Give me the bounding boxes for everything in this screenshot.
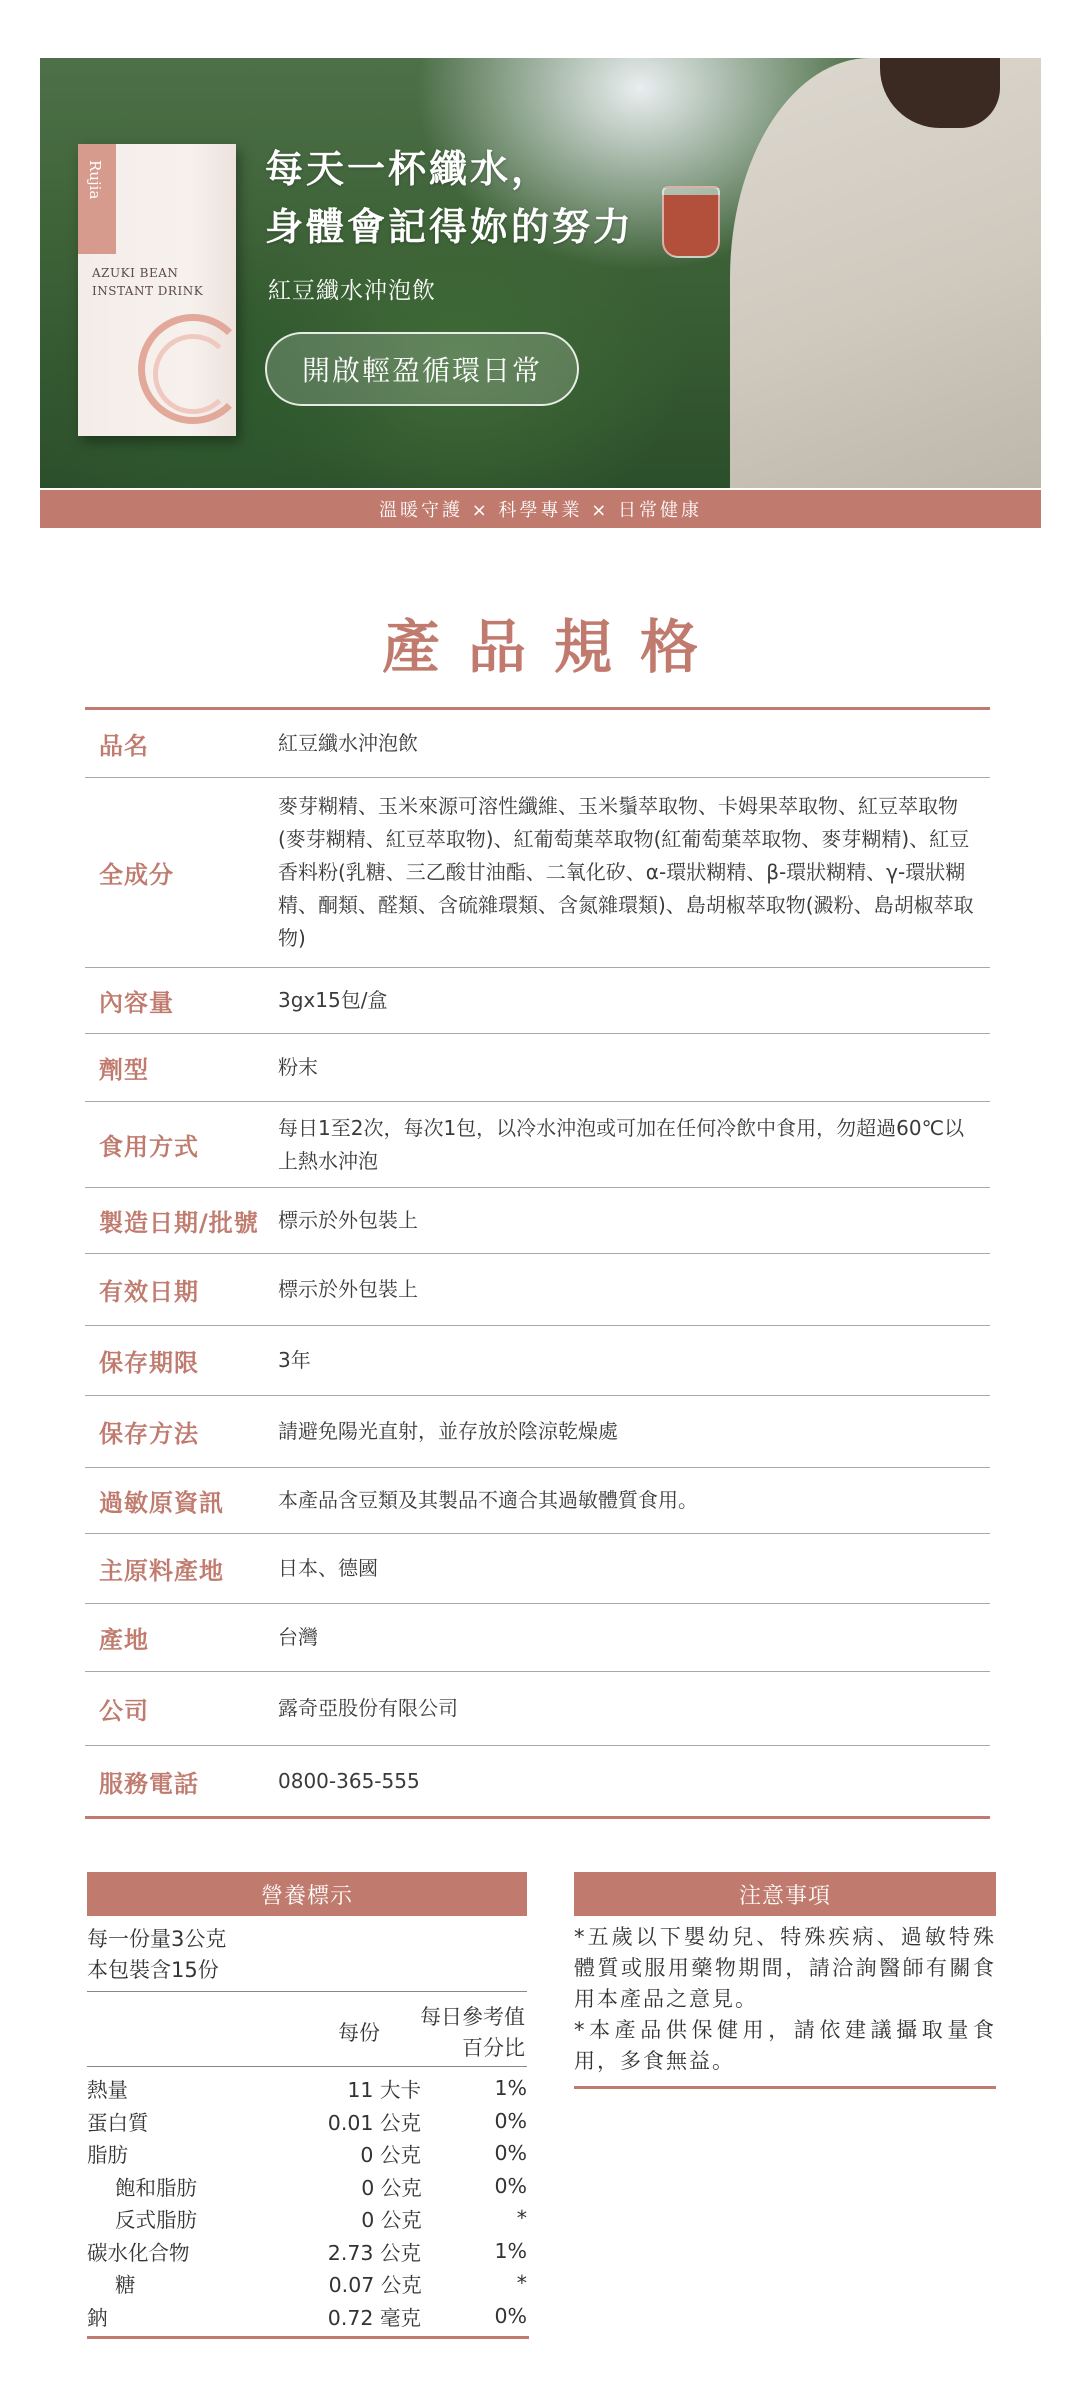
spec-row xyxy=(85,1188,990,1254)
nutrition-row xyxy=(87,2072,527,2105)
spec-value: 本產品含豆類及其製品不適合其過敏體質食用。 xyxy=(278,1488,698,1512)
nutrition-header: 營養標示 xyxy=(87,1872,527,1916)
nutrition-daily-pct: * xyxy=(516,2206,527,2231)
spec-row xyxy=(85,1102,990,1188)
notes-item: *本產品供保健用，請依建議攝取量食用，多食無益。 xyxy=(574,2018,996,2073)
notes-header: 注意事項 xyxy=(574,1872,996,1916)
spec-row xyxy=(85,710,990,778)
nutrition-name: 飽和脂肪 xyxy=(115,2175,197,2200)
spec-value: 標示於外包裝上 xyxy=(278,1208,418,1232)
nutrition-row xyxy=(87,2235,527,2268)
spec-label: 品名 xyxy=(99,732,149,760)
hero-headline-line2: 身體會記得妳的努力 xyxy=(265,205,635,249)
nutrition-row xyxy=(87,2202,527,2235)
nutrition-daily-pct: * xyxy=(516,2271,527,2296)
spec-row xyxy=(85,1396,990,1468)
spec-label: 製造日期/批號 xyxy=(99,1209,259,1237)
nutrition-row xyxy=(87,2300,527,2333)
nutrition-amount: 0 公克 xyxy=(360,2143,421,2168)
spec-label: 保存方法 xyxy=(99,1420,199,1448)
spec-label: 全成分 xyxy=(99,861,174,889)
spec-row xyxy=(85,1604,990,1672)
spec-value: 標示於外包裝上 xyxy=(278,1277,418,1301)
tea-cup-image xyxy=(662,186,720,258)
nutrition-amount: 0.72 毫克 xyxy=(327,2305,421,2330)
hero-banner xyxy=(40,58,1041,488)
nutrition-daily-pct: 0% xyxy=(494,2141,527,2166)
spec-value: 露奇亞股份有限公司 xyxy=(278,1696,458,1720)
nutrition-name: 反式脂肪 xyxy=(115,2208,197,2233)
nutrition-name: 碳水化合物 xyxy=(87,2240,190,2265)
spec-label: 食用方式 xyxy=(99,1133,199,1161)
nutrition-amount: 0 公克 xyxy=(361,2208,422,2233)
nutrition-row xyxy=(87,2137,527,2170)
nutrition-divider-header xyxy=(87,2066,527,2067)
nutrition-amount: 2.73 公克 xyxy=(327,2240,421,2265)
spec-value: 麥芽糊精、玉米來源可溶性纖維、玉米鬚萃取物、卡姆果萃取物、紅豆萃取物(麥芽糊精、紅豆萃取物)、紅葡萄葉萃取物(紅葡萄葉萃取物、麥芽糊精)、紅豆香料粉(乳糖、三乙酸甘油酯、二氧化矽、α-環狀糊精、β-環狀糊精、γ-環狀糊精、酮類、醛類、含硫雜環類、含氮雜環類)、島胡椒萃取物(澱粉、島胡椒萃取物) xyxy=(278,794,974,950)
spec-label: 產地 xyxy=(99,1626,149,1654)
spec-label: 服務電話 xyxy=(99,1769,199,1798)
spec-row xyxy=(85,1468,990,1534)
nutrition-amount: 0.01 公克 xyxy=(327,2110,421,2135)
nutrition-name: 熱量 xyxy=(87,2078,128,2103)
product-box-image xyxy=(78,144,236,436)
product-box-title-line2: INSTANT DRINK xyxy=(92,284,204,298)
spec-label: 保存期限 xyxy=(99,1349,199,1377)
nutrition-daily-pct: 0% xyxy=(494,2108,527,2133)
spec-row xyxy=(85,778,990,968)
nutrition-daily-pct: 0% xyxy=(494,2173,527,2198)
nutrition-amount: 0 公克 xyxy=(361,2175,422,2200)
product-box-brand: Rujia xyxy=(86,160,104,200)
spec-row xyxy=(85,1034,990,1102)
nutrition-col-daily-line2: 百分比 xyxy=(462,2036,525,2060)
nutrition-row xyxy=(87,2105,527,2138)
spec-value: 台灣 xyxy=(278,1625,318,1649)
spec-row xyxy=(85,968,990,1034)
spec-section-title: 產品規格 xyxy=(381,613,726,681)
hero-headline-line1: 每天一杯纖水， xyxy=(265,147,553,191)
spec-value: 日本、德國 xyxy=(278,1556,378,1580)
product-box-title-line1: AZUKI BEAN xyxy=(92,266,179,280)
spec-value: 3年 xyxy=(278,1348,311,1372)
hero-cta-pill: 開啟輕盈循環日常 xyxy=(265,332,579,406)
nutrition-daily-pct: 1% xyxy=(494,2238,527,2263)
spec-value: 粉末 xyxy=(278,1055,318,1079)
nutrition-name: 蛋白質 xyxy=(87,2110,149,2135)
spec-row xyxy=(85,1672,990,1746)
spec-label: 內容量 xyxy=(99,989,174,1017)
nutrition-rows xyxy=(87,2072,527,2332)
spec-value: 每日1至2次，每次1包，以冷水沖泡或可加在任何冷飲中食用，勿超過60℃以上熱水沖泡 xyxy=(278,1115,965,1173)
nutrition-name: 糖 xyxy=(115,2273,136,2298)
nutrition-amount: 0.07 公克 xyxy=(328,2273,422,2298)
spec-value: 3gx15包/盒 xyxy=(278,988,388,1012)
nutrition-divider-top xyxy=(87,1991,527,1992)
nutrition-amount: 11 大卡 xyxy=(347,2078,421,2103)
spec-value: 0800-365-555 xyxy=(278,1768,420,1793)
nutrition-col-per-serving: 每份 xyxy=(338,2021,380,2045)
spec-value: 請避免陽光直射，並存放於陰涼乾燥處 xyxy=(278,1419,618,1443)
spec-label: 劑型 xyxy=(99,1056,149,1084)
spec-label: 主原料產地 xyxy=(99,1557,224,1585)
nutrition-daily-pct: 1% xyxy=(494,2076,527,2101)
spec-row xyxy=(85,1534,990,1604)
notes-body xyxy=(574,1922,996,2077)
nutrition-col-daily-value xyxy=(395,2002,525,2064)
hero-woman-image xyxy=(730,58,1041,488)
hero-tagline-bar: 溫暖守護 × 科學專業 × 日常健康 xyxy=(40,490,1041,528)
spec-value: 紅豆纖水沖泡飲 xyxy=(278,731,418,755)
notes-bottom-rule xyxy=(574,2086,996,2089)
nutrition-name: 脂肪 xyxy=(87,2143,128,2168)
nutrition-col-daily-line1: 每日參考值 xyxy=(420,2005,525,2029)
product-box-arc-decoration-inner xyxy=(153,334,233,414)
nutrition-row xyxy=(87,2170,527,2203)
nutrition-servings-per-pack: 本包裝含15份 xyxy=(87,1958,219,1982)
spec-row xyxy=(85,1746,990,1816)
spec-label: 過敏原資訊 xyxy=(99,1489,224,1517)
nutrition-serving-info xyxy=(87,1924,226,1986)
hero-subtitle: 紅豆纖水沖泡飲 xyxy=(268,278,436,304)
hero-headline xyxy=(265,140,634,256)
nutrition-serving-size: 每一份量3公克 xyxy=(87,1927,227,1951)
nutrition-daily-pct: 0% xyxy=(494,2303,527,2328)
product-box-title xyxy=(92,264,232,300)
spec-row xyxy=(85,1254,990,1326)
notes-item: *五歲以下嬰幼兒、特殊疾病、過敏特殊體質或服用藥物期間，請洽詢醫師有關食用本產品之意見。 xyxy=(574,1925,996,2011)
nutrition-bottom-rule xyxy=(87,2336,529,2339)
spec-label: 公司 xyxy=(99,1697,149,1725)
spec-row xyxy=(85,1326,990,1396)
spec-label: 有效日期 xyxy=(99,1278,199,1306)
nutrition-row xyxy=(87,2267,527,2300)
spec-table xyxy=(85,707,990,1819)
nutrition-name: 鈉 xyxy=(87,2305,108,2330)
